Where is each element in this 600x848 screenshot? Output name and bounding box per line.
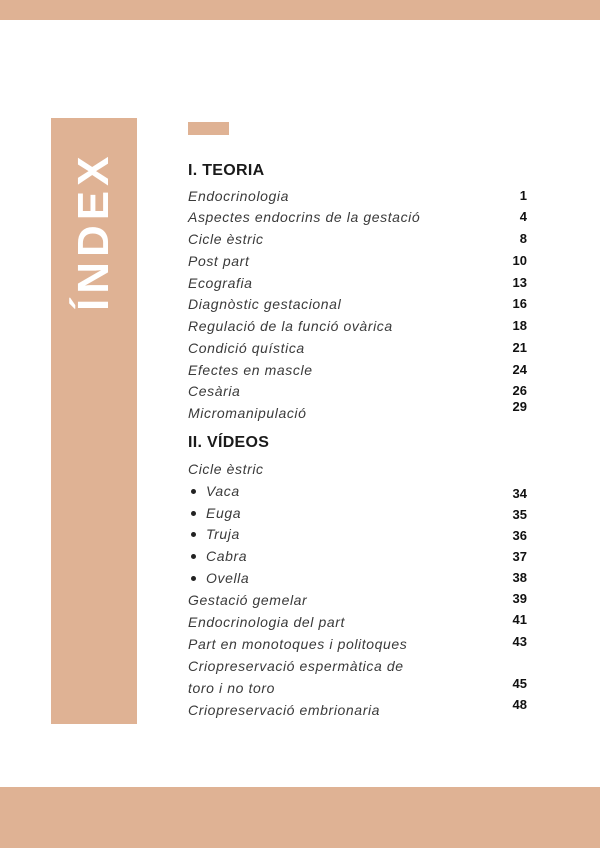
toc-entry[interactable] [188,634,533,654]
entry-label: Regulació de la funció ovàrica [188,318,393,334]
entry-page-number: 26 [512,383,527,398]
entry-label: Cabra [206,548,248,564]
section-heading-videos: II. VÍDEOS [188,434,270,451]
top-band [0,0,600,20]
toc-entry[interactable] [188,251,533,271]
entry-label: Micromanipulació [188,405,307,421]
entry-label: Condició quística [188,340,305,356]
entry-page-number: 24 [512,362,527,377]
toc-entry[interactable] [188,697,533,720]
section-heading-teoria: I. TEORIA [188,162,265,179]
entry-label: Cicle èstric [188,461,264,477]
entry-label: toro i no toro [188,680,275,696]
entry-page-number: 34 [512,486,527,501]
toc-entry[interactable] [188,316,533,336]
entry-page-number: 37 [512,549,527,564]
index-title: ÍNDEX [69,151,118,311]
toc-entry[interactable] [188,338,533,358]
toc-entry[interactable] [188,294,533,314]
entry-label: Post part [188,253,250,269]
toc-entry[interactable] [188,524,533,544]
entry-page-number: 4 [519,209,527,224]
entry-page-number: 16 [512,296,527,311]
toc-entry[interactable] [188,381,533,401]
entry-label: Criopreservació embrionaria [188,702,381,718]
bullet-icon [191,489,196,494]
toc-entry[interactable] [188,546,533,566]
entry-label: Criopreservació espermàtica de [188,658,404,674]
entry-label: Euga [206,505,242,521]
toc-entry[interactable] [188,459,533,479]
entry-label: Gestació gemelar [188,592,308,608]
bullet-icon [191,511,196,516]
toc-entry[interactable] [188,568,533,588]
entry-page-number: 29 [512,399,527,414]
bullet-icon [191,554,196,559]
entry-page-number: 36 [512,528,527,543]
entry-label: Efectes en mascle [188,362,313,378]
toc-entry[interactable] [188,229,533,249]
entry-page-number: 8 [519,231,527,246]
entry-page-number: 10 [512,253,527,268]
toc-entry[interactable] [188,207,533,227]
entry-label: Ovella [206,570,250,586]
entry-label: Ecografia [188,275,253,291]
entry-label: Truja [206,526,240,542]
entry-page-number: 21 [512,340,527,355]
entry-page-number: 39 [512,591,527,606]
toc-entry[interactable] [188,656,533,676]
entry-page-number: 35 [512,507,527,522]
toc-entry[interactable] [188,360,533,380]
entry-label: Cesària [188,383,241,399]
entry-label: Diagnòstic gestacional [188,296,342,312]
toc-entry[interactable] [188,481,533,501]
bullet-icon [191,576,196,581]
toc-entry[interactable] [188,503,533,523]
toc-entry[interactable] [188,186,533,206]
bullet-icon [191,532,196,537]
entry-label: Vaca [206,483,240,499]
accent-rectangle [188,122,229,135]
entry-page-number: 45 [512,676,527,691]
toc-entry[interactable] [188,399,533,423]
toc-entry[interactable] [188,273,533,293]
entry-page-number: 38 [512,570,527,585]
entry-label: Aspectes endocrins de la gestació [188,209,421,225]
entry-page-number: 1 [519,188,527,203]
entry-label: Part en monotoques i politoques [188,636,408,652]
toc-entry[interactable] [188,590,533,610]
entry-label: Endocrinologia [188,188,290,204]
bottom-band [0,787,600,848]
entry-label: Cicle èstric [188,231,264,247]
entry-page-number: 18 [512,318,527,333]
entry-page-number: 13 [512,275,527,290]
entry-page-number: 43 [512,634,527,649]
entry-page-number: 41 [512,612,527,627]
entry-label: Endocrinologia del part [188,614,346,630]
entry-page-number: 48 [512,697,527,712]
toc-entry[interactable] [188,678,533,698]
toc-entry[interactable] [188,612,533,632]
